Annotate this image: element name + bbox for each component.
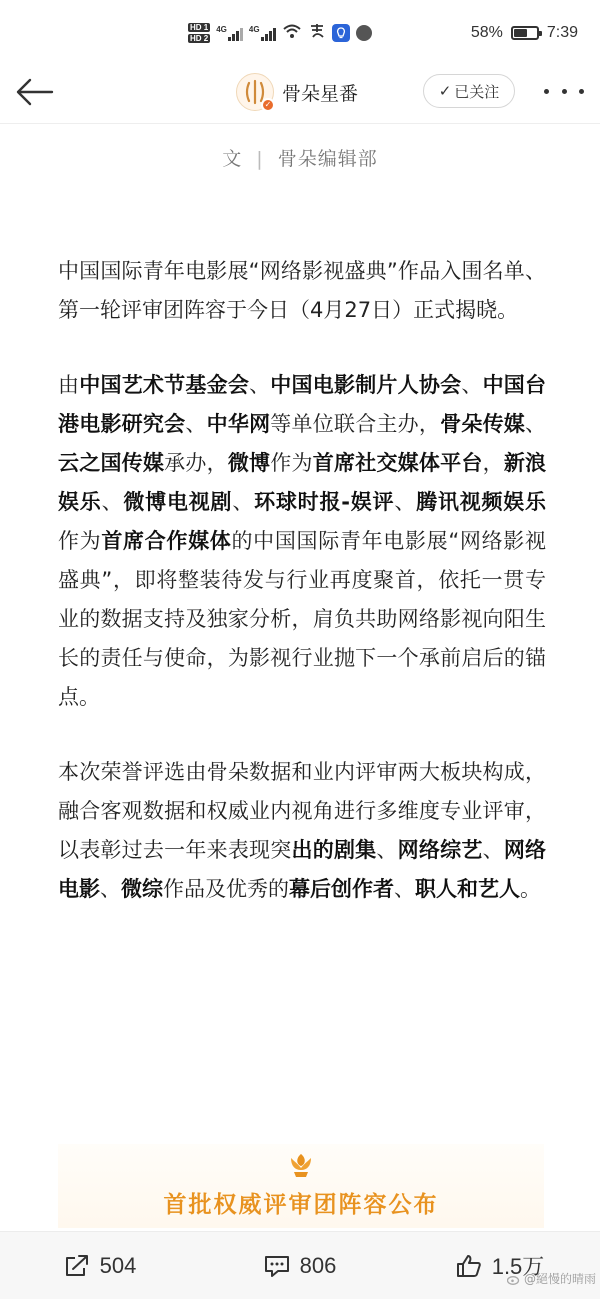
byline-separator: | — [256, 148, 264, 170]
text-run: 作为 — [270, 451, 313, 475]
text-run: 承办， — [164, 451, 228, 475]
bold-run: 中国电影制片人协会 — [270, 373, 462, 397]
paragraph-2 — [58, 366, 546, 717]
back-arrow-icon — [14, 77, 54, 107]
bold-run: 职人和艺人 — [415, 877, 520, 901]
text-run: 、 — [461, 373, 483, 397]
alipay-icon — [308, 22, 326, 45]
bold-run: 首席合作媒体 — [101, 529, 232, 553]
text-run: 、 — [101, 490, 124, 514]
battery-fill — [514, 29, 527, 37]
text-run: 、 — [232, 490, 255, 514]
repost-count: 504 — [99, 1252, 137, 1278]
signal-2-icon — [249, 25, 276, 41]
text-run: 等单位联合主办， — [270, 412, 441, 436]
more-dot-icon — [579, 89, 584, 94]
more-options-button[interactable] — [544, 78, 584, 104]
byline — [0, 144, 600, 171]
like-count: 1.5万 — [491, 1254, 545, 1279]
paragraph-1: 中国国际青年电影展“网络影视盛典”作品入围名单、第一轮评审团阵容于今日（4月27日）正式揭晓。 — [58, 259, 546, 322]
text-run: 本次荣誉评选由骨朵数据和业内评审两大板块构成，融合客观数据和权威业内视角进行多维度专业评审，以表彰过去一年来表现突 — [58, 760, 546, 862]
bold-run: 出的剧集 — [291, 838, 377, 862]
bold-run: 微博电视剧 — [123, 490, 233, 514]
more-dot-icon — [562, 89, 567, 94]
bold-run: 中国台港电影研究会 — [58, 373, 547, 436]
bold-run: 环球时报-娱评 — [254, 490, 395, 514]
verified-badge-icon: ✓ — [261, 98, 275, 112]
bottom-action-bar — [0, 1231, 600, 1299]
bold-run: 幕后创作者 — [289, 877, 394, 901]
poster-title: 首批权威评审团阵容公布 — [163, 1192, 439, 1218]
text-run: 由 — [58, 373, 80, 397]
hd-indicator — [188, 23, 210, 43]
bold-run: 首席社交媒体平台 — [312, 451, 483, 475]
app-notification-icon — [332, 24, 350, 42]
watermark-text: @絕慢的晴雨 — [523, 1272, 596, 1286]
byline-author: 骨朵编辑部 — [277, 148, 378, 170]
comment-count: 806 — [299, 1252, 337, 1278]
account-name[interactable]: 骨朵星番 — [282, 82, 359, 105]
text-run: 、 — [376, 838, 398, 862]
thumbs-up-icon — [456, 1254, 482, 1278]
follow-button[interactable] — [423, 74, 515, 108]
follow-label: 已关注 — [454, 82, 500, 101]
comment-icon — [264, 1254, 290, 1278]
clock: 7:39 — [546, 24, 578, 41]
bold-run: 新浪娱乐 — [58, 451, 547, 514]
text-run: 的中国国际青年电影展“网络影视盛典”，即将整装待发与行业再度聚首，依托一贯专业的数据支持及独家分析，肩负共助网络影视向阳生长的责任与使命，为影视行业抛下一个承前启后的锚点。 — [58, 529, 546, 709]
account-avatar[interactable] — [236, 73, 274, 111]
bold-run: 中华网 — [206, 412, 271, 436]
text-run: 作为 — [58, 529, 102, 553]
account-info[interactable] — [236, 73, 358, 111]
more-dot-icon — [544, 89, 549, 94]
signal-1-icon — [216, 25, 243, 41]
status-icons-left — [188, 22, 372, 45]
repost-button[interactable] — [0, 1253, 200, 1279]
check-icon: ✓ — [438, 82, 452, 100]
battery-percent: 58% — [470, 24, 503, 41]
network-type-2: 4G — [248, 25, 260, 34]
tulip-logo-icon — [286, 1150, 316, 1180]
comment-button[interactable] — [200, 1253, 400, 1279]
article-poster-image[interactable] — [58, 1144, 544, 1228]
bold-run: 网络综艺 — [397, 838, 483, 862]
hd2-badge: HD 2 — [190, 34, 209, 43]
bold-run: 骨朵传媒 — [440, 412, 526, 436]
text-run: 、 — [525, 412, 547, 436]
text-run: 作品及优秀的 — [163, 877, 289, 901]
text-run: 、 — [394, 877, 415, 901]
bold-run: 微综 — [121, 877, 163, 901]
text-run: 、 — [482, 838, 504, 862]
watermark — [507, 1270, 596, 1287]
app-notification-2-icon — [356, 25, 372, 41]
back-button[interactable] — [14, 74, 58, 110]
weibo-logo-icon — [507, 1273, 521, 1285]
repost-icon — [64, 1254, 90, 1278]
bold-run: 网络电影 — [58, 838, 547, 901]
bold-run: 微博 — [227, 451, 271, 475]
text-run: 、 — [394, 490, 417, 514]
text-run: 、 — [249, 373, 271, 397]
bold-run: 云之国传媒 — [58, 451, 165, 475]
bold-run: 腾讯视频娱乐 — [416, 490, 547, 514]
status-bar — [0, 0, 600, 66]
paragraph-3 — [58, 753, 546, 909]
text-run: ， — [482, 451, 504, 475]
article-body — [58, 252, 546, 945]
battery-icon — [511, 26, 539, 40]
text-run: 。 — [520, 877, 541, 901]
bold-run: 中国艺术节基金会 — [79, 373, 250, 397]
status-icons-right — [471, 24, 578, 42]
text-run: 、 — [185, 412, 207, 436]
network-type-1: 4G — [216, 25, 227, 34]
top-nav — [0, 66, 600, 124]
text-run: 、 — [100, 877, 121, 901]
byline-prefix: 文 — [222, 148, 243, 170]
wifi-icon — [282, 23, 302, 44]
hd1-badge: HD 1 — [190, 23, 209, 32]
